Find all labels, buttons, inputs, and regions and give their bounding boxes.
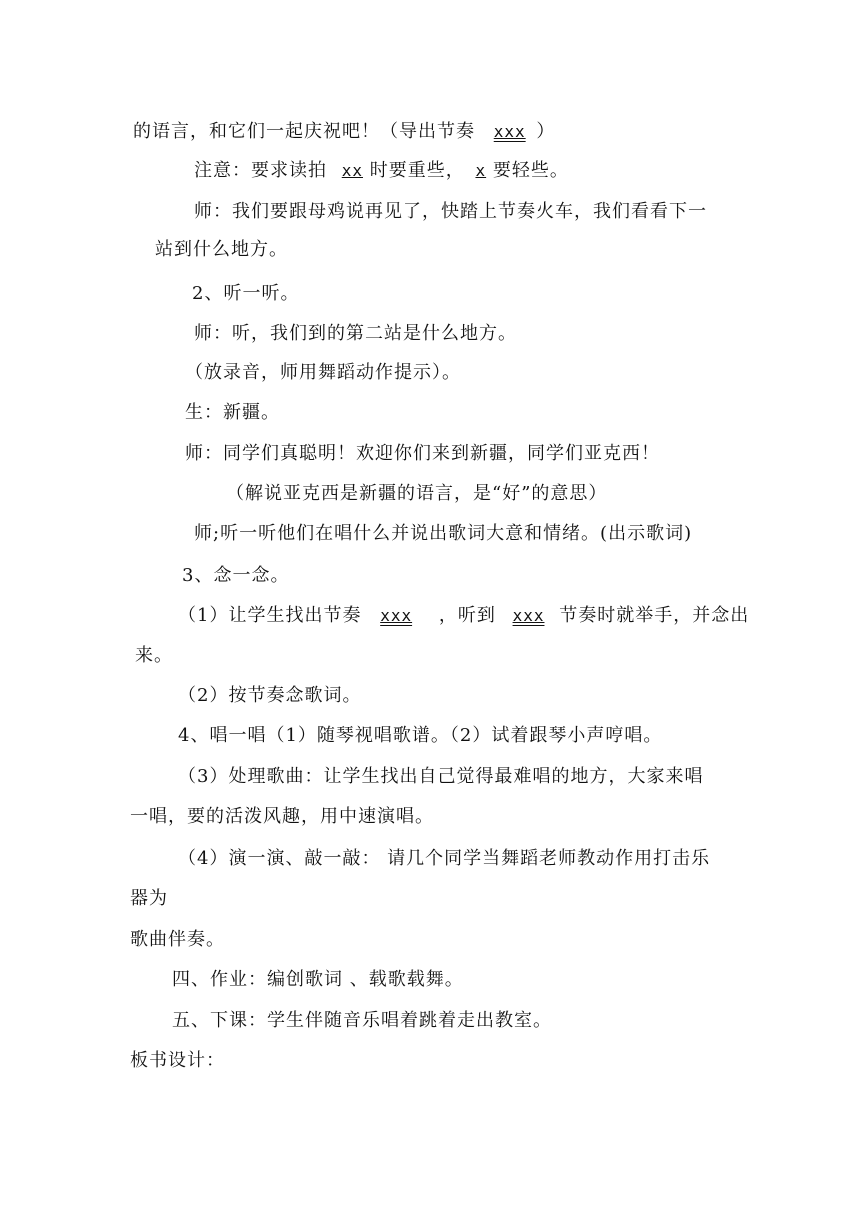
section-board-design: 板书设计：: [130, 1050, 225, 1071]
paragraph-teacher-lyrics: 师;听一听他们在唱什么并说出歌词大意和情绪。(出示歌词): [194, 523, 693, 544]
paragraph-note: [194, 159, 569, 183]
rhythm-notation: x: [475, 161, 487, 180]
section-listen: 2、听一听。: [192, 283, 300, 304]
paragraph-teacher-welcome: 师：同学们真聪明！欢迎你们来到新疆，同学们亚克西！: [185, 443, 660, 464]
text-segment: ，听到: [438, 605, 496, 626]
paragraph-recite-lyrics: （2）按节奏念歌词。: [178, 685, 362, 706]
paragraph-teacher-goodbye-cont: 站到什么地方。: [155, 239, 288, 260]
text-segment: 的语言，和它们一起庆祝吧！（导出节奏: [133, 121, 475, 142]
rhythm-notation: xxx: [380, 606, 413, 625]
text-segment: （1）让学生找出节奏: [178, 605, 362, 626]
paragraph-act-and-play: （4）演一演、敲一敲： 请几个同学当舞蹈老师教动作用打击乐: [178, 848, 711, 869]
paragraph-process-song: （3）处理歌曲：让学生找出自己觉得最难唱的地方，大家来唱: [178, 766, 704, 787]
paragraph-accompaniment: 歌曲伴奏。: [130, 929, 225, 950]
section-sing: 4、唱一唱（1）随琴视唱歌谱。（2）试着跟琴小声哼唱。: [178, 725, 663, 746]
paragraph-teacher-listen: 师：听，我们到的第二站是什么地方。: [194, 323, 517, 344]
paragraph-play-recording: （放录音，师用舞蹈动作提示）。: [185, 362, 461, 383]
text-segment: ）: [536, 121, 556, 142]
rhythm-notation: xxx: [493, 122, 526, 141]
text-segment: 注意：要求读拍: [194, 160, 327, 181]
paragraph-explain-yakexi: （解说亚克西是新疆的语言，是“好”的意思）: [226, 483, 608, 504]
paragraph-student-answer: 生：新疆。: [185, 402, 280, 423]
paragraph-find-rhythm: [178, 604, 749, 628]
text-segment: 节奏时就举手，并念出: [559, 605, 750, 626]
section-dismissal: 五、下课：学生伴随音乐唱着跳着走出教室。: [172, 1010, 552, 1031]
rhythm-notation: xxx: [512, 606, 545, 625]
paragraph-celebrate: [133, 120, 555, 144]
rhythm-notation: xx: [341, 161, 363, 180]
paragraph-teacher-goodbye: 师：我们要跟母鸡说再见了，快踏上节奏火车，我们看看下一: [194, 201, 707, 222]
section-recite: 3、念一念。: [182, 565, 290, 586]
paragraph-find-rhythm-cont: 来。: [135, 645, 173, 666]
paragraph-process-song-cont: 一唱，要的活泼风趣，用中速演唱。: [130, 806, 434, 827]
paragraph-act-and-play-cont: 器为: [130, 888, 168, 909]
text-segment: 时要重些，: [369, 160, 465, 181]
section-homework: 四、作业：编创歌词 、载歌载舞。: [172, 969, 464, 990]
text-segment: 要轻些。: [492, 160, 569, 181]
